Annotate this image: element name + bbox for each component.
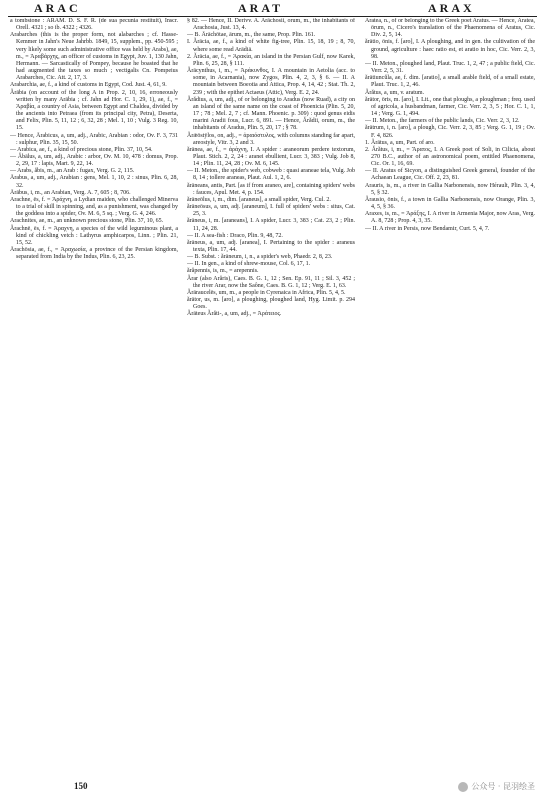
dictionary-entry: Ărădius, a, um, adj., of or belonging to Aradus (now Ruad), a city on an island of the same name on the coast of Phoenicia (Plin. 5, 20, 17 ; 78 ; Mel. 2, 7 ; cf. Mann. Phoenic. p. 309) : quod genus eidis marini Aradii fous, Lucr. 6, 891. — Hence, Ărădii, orum, m., the inhabitants of Aradus, Plin. 5, 20, 17 ; § 78. [187, 96, 355, 132]
dictionary-entry: — II. Meton., the farmers of the public lands, Cic. Verr. 2, 3, 12. [365, 118, 520, 125]
dictionary-entry: Ārābus, i, m., an Arabian, Verg. A. 7, 605 ; 8, 706. [10, 189, 131, 196]
dictionary-entry: — Arabs, ăbis, m., an Arab : fugax, Verg. G. 2, 115. [10, 168, 135, 175]
dictionary-entry: Ărǣōstȳlos, on, adj., = ἀραιόστυλος, with columns standing far apart, areostyle, Vitr. 3, 2 and 3. [187, 132, 355, 146]
dictionary-entry: Ărācynthus, i, m., = Ἀράκυνθος, I. A mountain in Aetolia (acc. to some, in Acarnania), now Zygos, Plin. 4, 2, 3, § 6. — II. A mountain between Boeotia and Attica, Prop. 4, 14, 42 ; Stat. Th. 2, 239 ; with the epithet Actaeus (Attic), Verg. E. 2, 24. [187, 68, 355, 96]
dictionary-entry: Ărābia (on account of the long A in Prop. 2, 10, 16, erroneously written by many Arābia ; cf. Jahn ad Hor. C. 1, 29, 1), ae, f., = Ἀραβία, a country of Asia, between Egypt and Chaldea, divided by the ancients into Petraea (from its principal city, Petra), Deserta, and Felix, Plin. 5, 11, 12 ; 6, 32, 28 ; Mel. 1, 10 ; Vulg. 3 Reg. 10, 15. [10, 89, 178, 132]
dictionary-entry: Ărausio, ōnis, f., a town in Gallia Narbonensis, now Orange, Plin. 3, 4, 5, § 36. [365, 196, 535, 211]
dictionary-entry: Arabarches (this is the proper form, not alabarches ; cf. Hasse-Kemmer in Jahn's Neue Jahrbb. 1849, 15, supplem., pp. 450-595 ; very likely some such administrative office was held by Arabs), ae, m., = Ἀραβάρχης, an officer of customs in Egypt, Juv. 1, 130 Jahn, Hermann. — Sarcastically of Pompey, because he boasted that he had augmented the taxes so much ; vectigalis Cn. Pompeius Arabarches, Cic. Att. 2, 17, 3. [10, 32, 178, 82]
dictionary-entry: Ărachnē, ēs, f. = Ἀραχνη, a species of the wild leguminous plant, a kind of chickling vetch : Lathyrus amphicarpos, Linn. ; Plin. 21, 15, 52. [10, 225, 178, 246]
dictionary-entry: ărānea, ae, f., = ἀράχνη, I. A spider : araneorum perdere textorum, Plaut. Stich. 2, 2, 24 : aranei ebullient, Lucr. 3, 383 ; Vulg. Job 8, 14 ; Plin. 11, 24, 28 ; Ov. M. 6, 145. [187, 146, 355, 168]
dictionary-entry: 2. Ărācia, ae, f., = Ἀρακία, an island in the Persian Gulf, now Karek, Plin. 6, 25, 28, § 111. [187, 53, 355, 67]
dictionary-entry: — II. In gen., a kind of shrew-mouse, Col. 6, 17, 1. [187, 261, 311, 268]
dictionary-entry: Ārachōsia, ae, f., = Ἀραχωσία, a province of the Persian kingdom, separated from India by the Indus, Plin. 6, 23, 25. [10, 247, 178, 261]
dictionary-entry: 1. Ărātus, a, um, Part. of aro. [365, 139, 435, 146]
dictionary-entry: ărātor, ōris, m. [aro], I. Lit., one that ploughs, a ploughman ; freq. used of agricola, a husbandman, farmer, Cic. Verr. 2, 3, 5 ; Hor. C. 1, 1, 14 ; Verg. G. 1, 494. [365, 96, 535, 118]
dictionary-entry: Ărătus, a, um, v. aratum. [365, 89, 425, 96]
dictionary-entry: Arachne, ēs, f. = Ἀράχνη, a Lydian maiden, who challenged Minerva to a trial of skill in spinning, and, as a punishment, was changed by the goddess into a spider, Ov. M. 6, 5 sq. ; Verg. G. 4, 246. [10, 196, 178, 218]
dictionary-entry: — II. Aratus of Sicyon, a distinguished Greek general, founder of the Achaean League, Cic. Off. 2, 23, 81. [365, 168, 535, 182]
dictionary-entry: Ărāteus Ărăti-, a, um, adj., = Ἀράτειος. [187, 311, 282, 318]
dictionary-entry: ărātrum, i, n. [aro], a plough, Cic. Verr. 2, 3, 85 ; Verg. G. 1, 19 ; Ov. F. 4, 826. [365, 125, 535, 139]
watermark-text: 公众号 · 昆羽绘圣 [471, 782, 535, 791]
dictionary-column-3 [365, 18, 535, 778]
dictionary-entry: ărāneōsus, a, um, adj. [araneum], I. full of spiders' webs : situs, Cat. 25, 3. [187, 204, 355, 218]
dictionary-entry: Ărar (also Arăris), Caes. B. G. 1, 12 ; Sen. Ep. 91, 11 ; Sil. 3, 452 ; the river Arar, now the Saône, Caes. B. G. 1, 12 ; Verg. E. 1, 63. [187, 275, 355, 289]
dictionary-entry: Arauris, is, m., a river in Gallia Narbonensis, now Hérault, Plin. 3, 4, 5, § 32. [365, 182, 535, 196]
dictionary-entry: 2. Ărătus, i, m., = Ἄρατος, I. A Greek poet of Soli, in Cilicia, about 270 B.C., author of an astronomical poem, entitled Phaenomena, Cic. Or. 1, 16, 69. [365, 146, 535, 168]
dictionary-entry: ărāneus, a, um, adj. [aranea], I. Pertaining to the spider : araneus texta, Plin. 17, 44. [187, 239, 355, 253]
running-head-left: ARAC [34, 1, 81, 15]
dictionary-entry: Arachnites, ae, m., an unknown precious stone, Plin. 37, 10, 65. [10, 218, 164, 225]
page-number: 150 [74, 781, 88, 791]
dictionary-entry: ărātio, ōnis, f. [aro], I. A ploughing, and in gen. the cultivation of the ground, agriculture : haec ratio est, et aratio in hoc, Cic. Verr. 2, 3, 98. [365, 39, 535, 60]
wechat-icon [458, 782, 468, 792]
dictionary-entry: ărāneans, antis, Part. [as if from araneo, are], containing spiders' webs : fauces, Apul. Met. 4, p. 154. [187, 182, 355, 196]
dictionary-entry: — B. Subst. : ărāneum, i, n., a spider's web, Phaedr. 2, 8, 23. [187, 254, 333, 261]
watermark [458, 781, 535, 792]
dictionary-entry: — Hence, Ārabicus, a, um, adj., Arabic, Arabian : odor, Ov. F. 3, 731 : sulphur, Plin. 35, 15, 50. [10, 132, 178, 146]
dictionary-entry: ărăpennis, is, m., = arepennis. [187, 268, 259, 275]
dictionary-entry: I. Ărācia, ae, f., a kind of white fig-tree, Plin. 15, 18, 19 ; 8, 70, where some read Arādiā. [187, 39, 355, 53]
dictionary-entry: Araxes, is, m., = Ἀράξης, I. A river in Armenia Major, now Aras, Verg. A. 8, 728 ; Prop. 4, 3, 35. [365, 211, 535, 225]
dictionary-entry: — II. Meton., ploughed land, Plaut. Truc. 1, 2, 47 ; a public field, Cic. Verr. 2, 5, 31. [365, 60, 535, 75]
dictionary-entry: ărāneōlus, i, m., dim. [araneus], a small spider, Verg. Cul. 2. [187, 196, 331, 203]
dictionary-entry: Ārabus, a, um, adj., Arabian : gens, Mel. 1, 10, 2 : sinus, Plin. 6, 28, 32. [10, 175, 178, 189]
dictionary-entry: — II. A sea-fish : Draco, Plin. 9, 48, 72. [187, 232, 283, 239]
dictionary-entry: — II. Meton., the spider's web, cobweb : quasi araneae tela, Vulg. Job 8, 14 ; tollere araneas, Plaut. Aul. 1, 2, 6. [187, 168, 355, 182]
dictionary-entry: Arabarchia, ae, f., a kind of customs in Egypt, Cod. Just. 4, 61, 9. [10, 82, 167, 89]
running-head-middle: ARAT [238, 1, 284, 15]
dictionary-entry: — B. Ārāchōtae, ārum, m., the same, Prop. Plin. 161. [187, 32, 316, 39]
header-rule [8, 16, 537, 17]
dictionary-entry: ărāneus, i, m. [araneans], I. A spider, Lucr. 3, 383 ; Cat. 23, 2 ; Plin. 11, 24, 28. [187, 218, 355, 232]
dictionary-entry: — Ăbālus, a, um, adj., Arabic : arbor, Ov. M. 10, 478 : domus, Prop. 2, 29, 17 : lapis, Mart. 9, 22, 14. [10, 153, 178, 168]
dictionary-entry: § 82. — Hence, II. Derivv. A. Arāchosii, orum, m., the inhabitants of Arachosia, Just. 13, 4. [187, 18, 355, 32]
dictionary-column-1 [10, 18, 178, 778]
dictionary-entry: Ărāraucelēs, um, m., a people in Cyrenaica in Africa, Plin. 5, 4, 5. [187, 289, 346, 296]
running-head-right: ARAX [428, 1, 475, 15]
dictionary-entry: ărātiuncŭla, ae, f. dim. [aratio], a small arable field, of a small estate, Plaut. Truc. 1, 2, 46. [365, 75, 535, 89]
page-header [0, 0, 545, 16]
dictionary-entry: ărātor, us, m. [aro], a ploughing, ploughed land, Hyg. Limit. p. 294 Goes. [187, 297, 355, 311]
dictionary-entry: — Arabica, ae, f., a kind of precious stone, Plin. 37, 10, 54. [10, 146, 153, 153]
dictionary-column-2 [187, 18, 355, 778]
dictionary-entry: a tombstone : ARAM. D. S. F. R. (de sua pecunia restituit), Inscr. Orell. 4321 ; so ib. 4322 ; 4326. [10, 18, 178, 32]
dictionary-entry: Aratea, n., of or belonging to the Greek poet Aratus. — Hence, Ăratea, ōrum, n., Cicero's translation of the Phaenomena of Aratus, Cic. Div. 2, 5, 14. [365, 18, 535, 39]
dictionary-entry: — II. A river in Persis, now Bendamir, Curt. 5, 4, 7. [365, 225, 490, 232]
